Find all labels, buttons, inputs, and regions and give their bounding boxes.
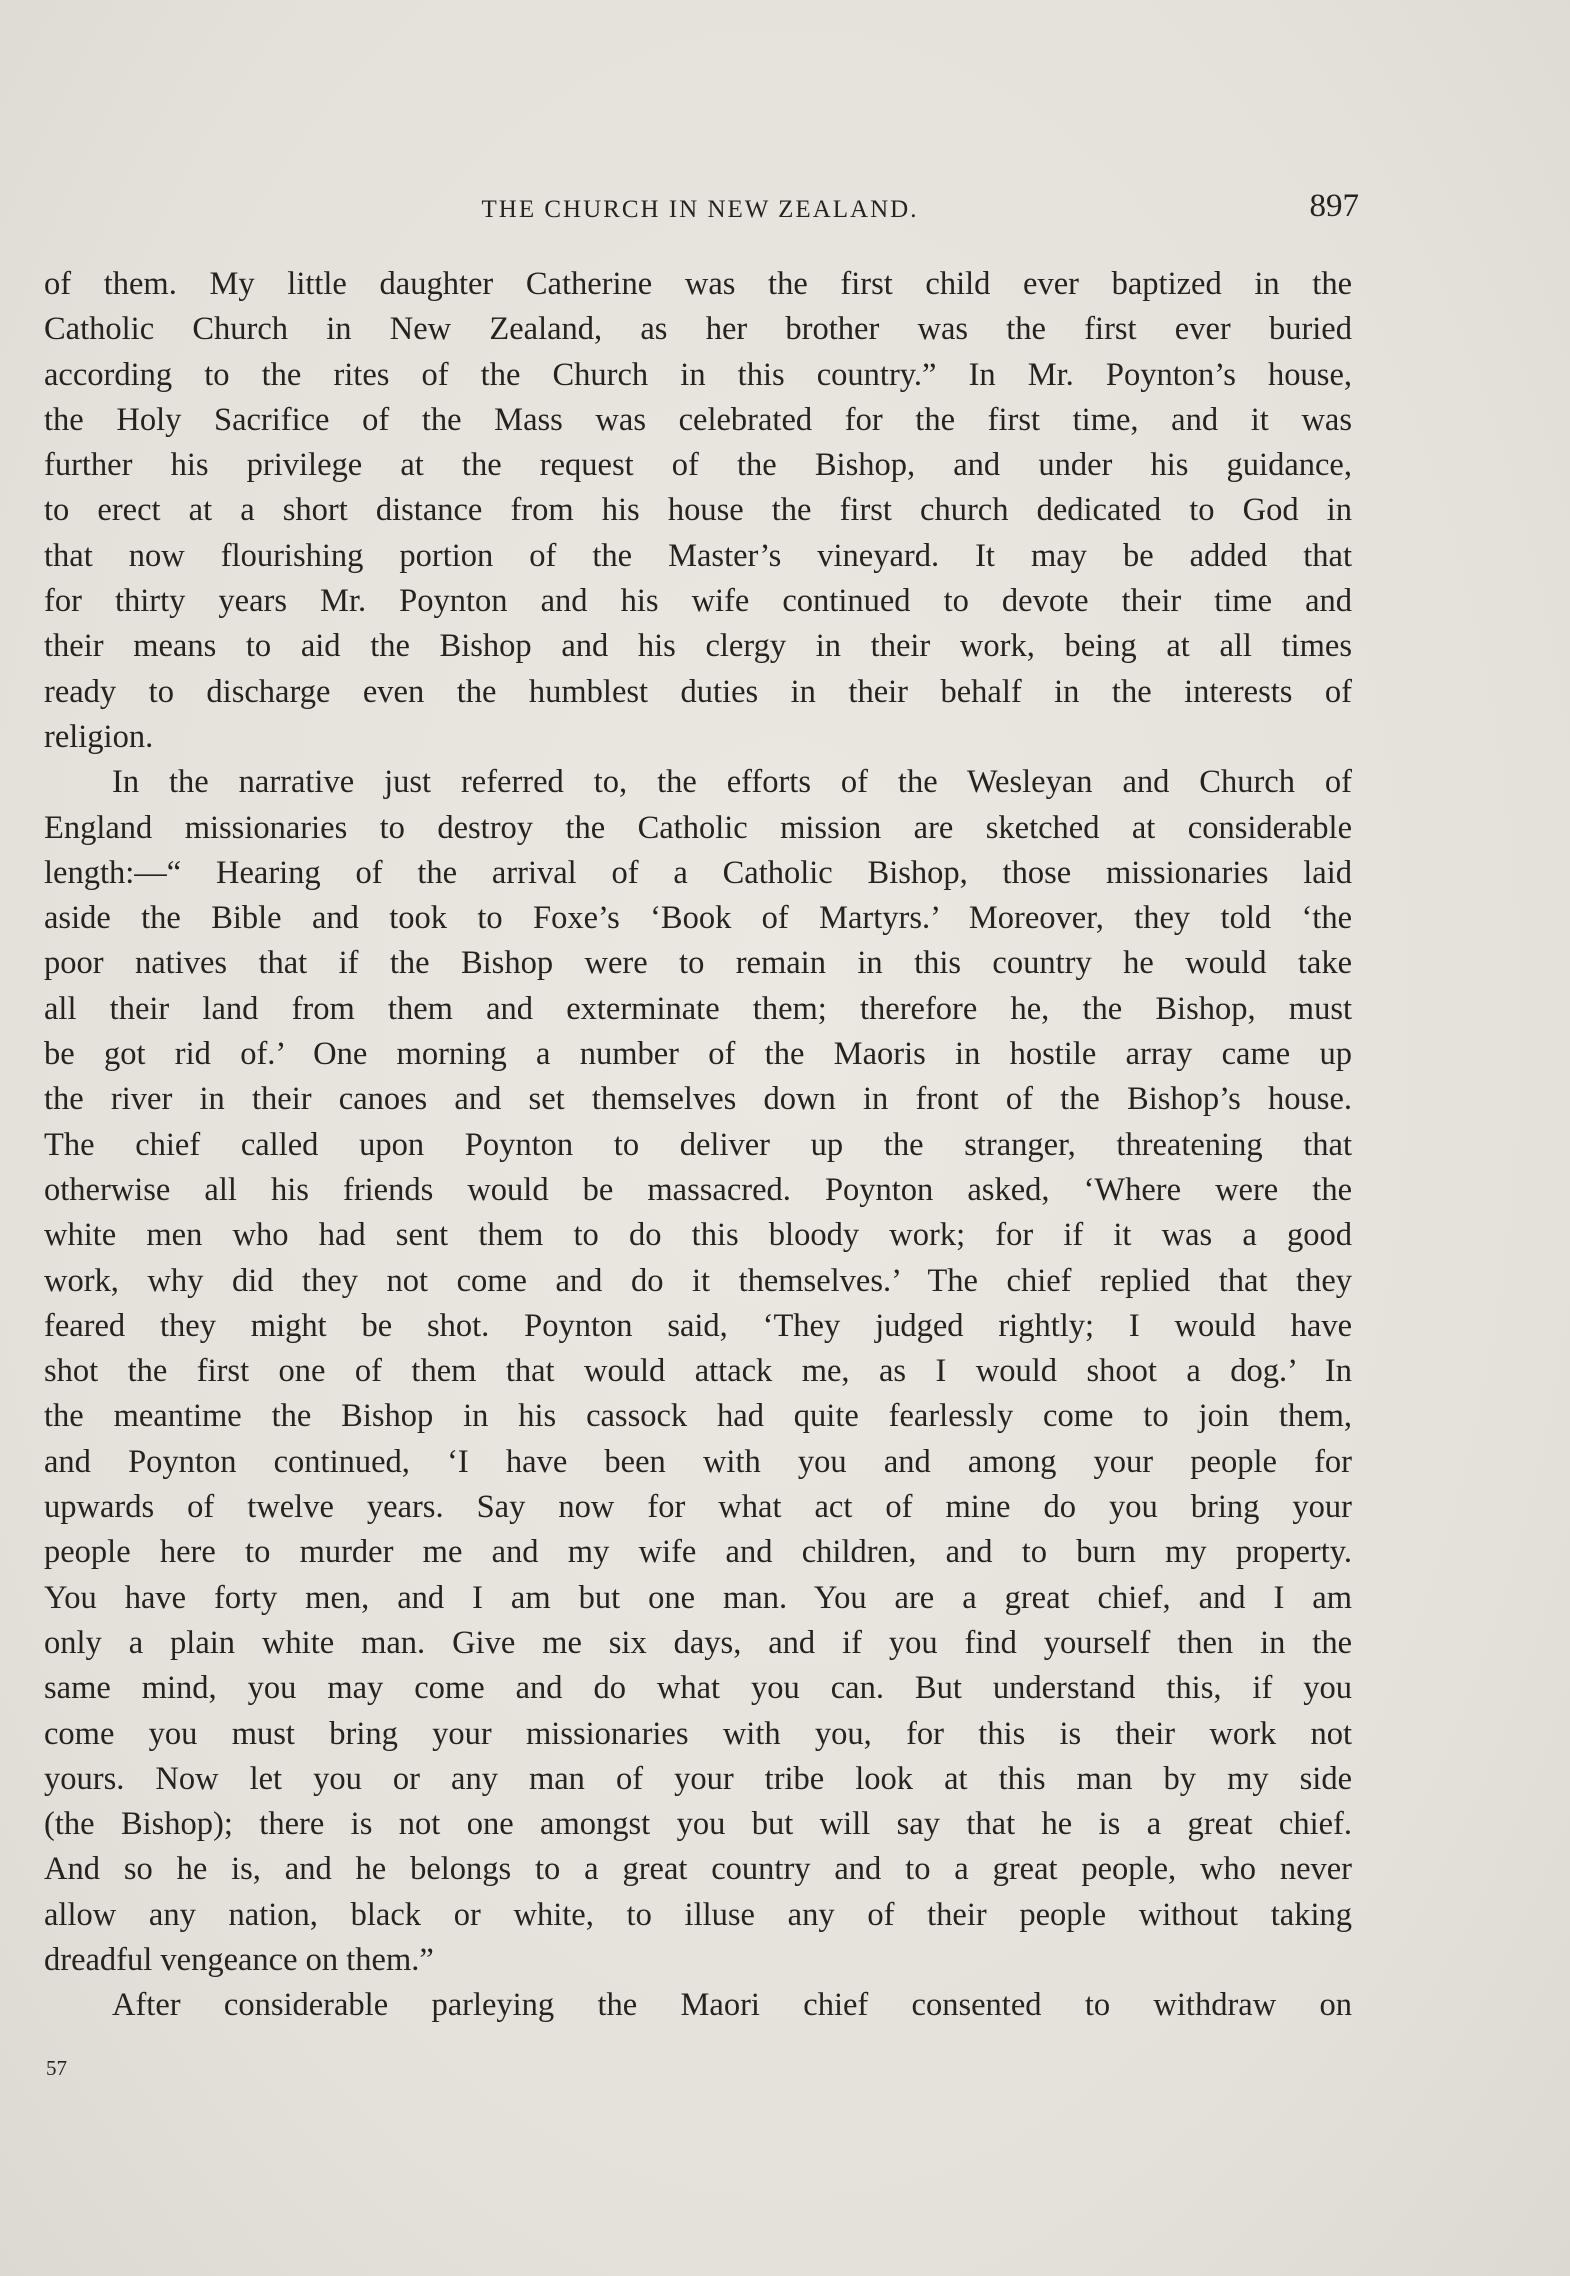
text-line: according to the rites of the Church in this country.” In Mr. Poynton’s house, (44, 356, 1352, 393)
text-line: feared they might be shot. Poynton said, ‘They judged rightly; I would have (44, 1307, 1352, 1344)
text-line: come you must bring your missionaries with you, for this is their work not (44, 1715, 1352, 1752)
text-line: further his privilege at the request of the Bishop, and under his guidance, (44, 447, 1352, 484)
text-line: be got rid of.’ One morning a number of the Maoris in hostile array came up (44, 1036, 1352, 1073)
text-line: and Poynton continued, ‘I have been with you and among your people for (44, 1443, 1352, 1480)
text-line: religion. (44, 718, 154, 755)
text-line: that now flourishing portion of the Master’s vineyard. It may be added that (44, 537, 1352, 574)
text-line: yours. Now let you or any man of your tribe look at this man by my side (44, 1760, 1352, 1797)
running-head (0, 188, 1570, 232)
text-line: the meantime the Bishop in his cassock had quite fearlessly come to join them, (44, 1398, 1352, 1435)
text-line: the Holy Sacrifice of the Mass was celebrated for the first time, and it was (44, 401, 1352, 438)
text-line: the river in their canoes and set themselves down in front of the Bishop’s house. (44, 1081, 1352, 1118)
signature-mark: 57 (46, 2056, 67, 2080)
text-line: Catholic Church in New Zealand, as her brother was the first ever buried (44, 311, 1352, 348)
text-line: only a plain white man. Give me six days, and if you find yourself then in the (44, 1624, 1352, 1661)
text-line: work, why did they not come and do it themselves.’ The chief replied that they (44, 1262, 1352, 1299)
text-line: poor natives that if the Bishop were to remain in this country he would take (44, 945, 1352, 982)
text-line: And so he is, and he belongs to a great country and to a great people, who never (44, 1851, 1352, 1888)
text-line: The chief called upon Poynton to deliver up the stranger, threatening that (44, 1126, 1352, 1163)
text-line: to erect at a short distance from his house the first church dedicated to God in (44, 492, 1352, 529)
text-line: aside the Bible and took to Foxe’s ‘Book of Martyrs.’ Moreover, they told ‘the (44, 900, 1352, 937)
text-line: their means to aid the Bishop and his clergy in their work, being at all times (44, 628, 1352, 665)
text-line: shot the first one of them that would attack me, as I would shoot a dog.’ In (44, 1353, 1352, 1390)
text-line: After considerable parleying the Maori chief consented to withdraw on (112, 1987, 1352, 2024)
text-line: for thirty years Mr. Poynton and his wife continued to devote their time and (44, 583, 1352, 620)
text-line: all their land from them and exterminate them; therefore he, the Bishop, must (44, 990, 1352, 1027)
text-line: dreadful vengeance on them.” (44, 1941, 434, 1978)
text-line: white men who had sent them to do this bloody work; for if it was a good (44, 1217, 1352, 1254)
text-line: You have forty men, and I am but one man. You are a great chief, and I am (44, 1579, 1352, 1616)
text-line: same mind, you may come and do what you can. But understand this, if you (44, 1670, 1352, 1707)
text-line: allow any nation, black or white, to illuse any of their people without taking (44, 1896, 1352, 1933)
text-line: of them. My little daughter Catherine was the first child ever baptized in the (44, 266, 1352, 302)
text-line: ready to discharge even the humblest duties in their behalf in the interests of (44, 673, 1352, 710)
text-line: England missionaries to destroy the Catholic mission are sketched at considerable (44, 809, 1352, 846)
text-line: length:—“ Hearing of the arrival of a Catholic Bishop, those missionaries laid (44, 854, 1352, 891)
text-line: (the Bishop); there is not one amongst you but will say that he is a great chief. (44, 1806, 1352, 1843)
text-line: otherwise all his friends would be massacred. Poynton asked, ‘Where were the (44, 1171, 1352, 1208)
body-text (44, 262, 1352, 2029)
running-title: THE CHURCH IN NEW ZEALAND. (481, 196, 919, 223)
text-line: people here to murder me and my wife and children, and to burn my property. (44, 1534, 1352, 1571)
page-number: 897 (1309, 188, 1359, 224)
text-line: upwards of twelve years. Say now for what act of mine do you bring your (44, 1489, 1352, 1526)
text-line: In the narrative just referred to, the efforts of the Wesleyan and Church of (112, 764, 1352, 801)
